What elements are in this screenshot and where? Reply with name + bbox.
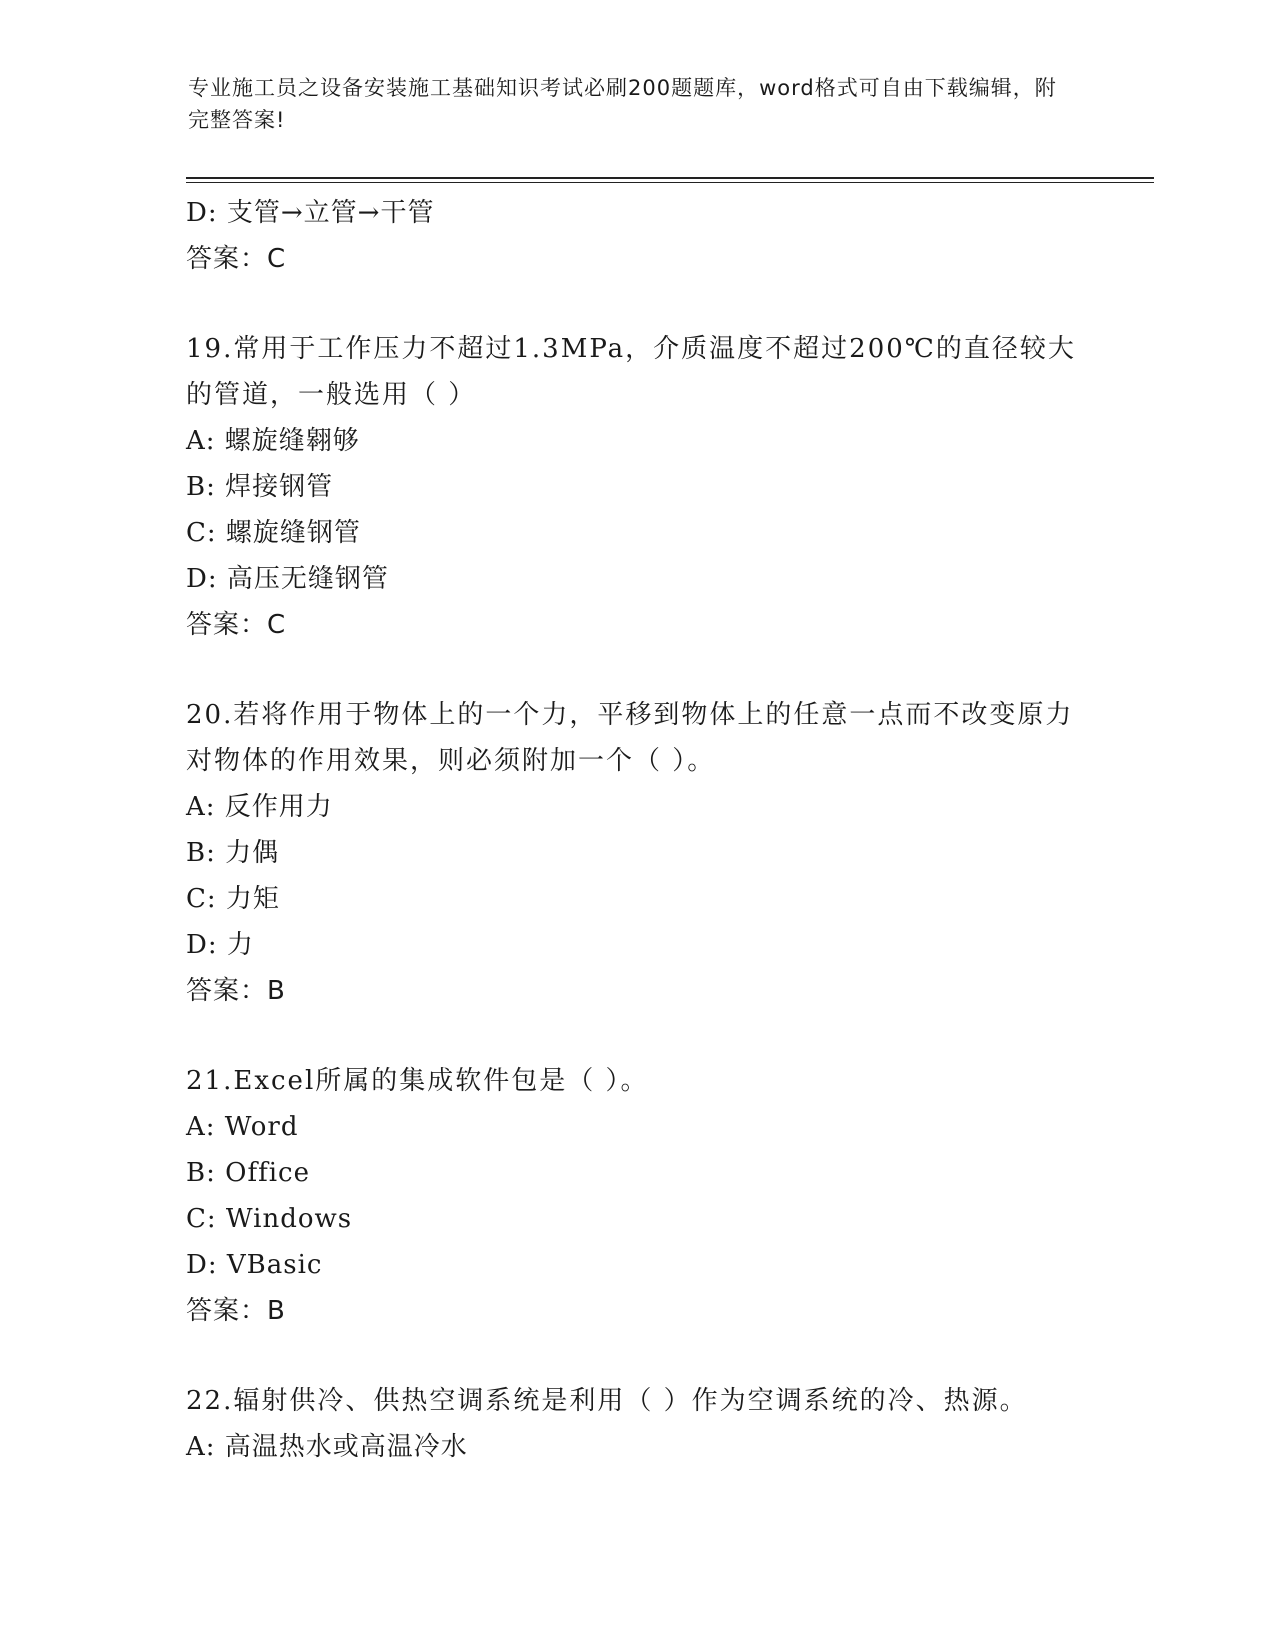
question-stem: 22.辐射供冷、供热空调系统是利用（ ）作为空调系统的冷、热源。	[186, 1386, 1028, 1416]
answer: 答案：B	[186, 976, 286, 1006]
question-list	[186, 190, 1086, 1470]
header-divider	[186, 177, 1154, 179]
answer: 答案：C	[186, 244, 287, 274]
question-19	[186, 326, 1086, 648]
header-divider-thin	[186, 182, 1154, 183]
option-c: C: Windows	[186, 1204, 353, 1234]
question-22	[186, 1378, 1086, 1470]
option-a: A: 高温热水或高温冷水	[186, 1432, 468, 1462]
question-stem: 19.常用于工作压力不超过1.3MPa，介质温度不超过200℃的直径较大的管道，一般选用（ ）	[186, 334, 1076, 410]
option-a: A: 反作用力	[186, 792, 333, 822]
option-c: C: 螺旋缝钢管	[186, 518, 361, 548]
answer: 答案：B	[186, 1296, 286, 1326]
option-a: A: Word	[186, 1112, 299, 1142]
option-d: D: 高压无缝钢管	[186, 564, 389, 594]
question-stem: 20.若将作用于物体上的一个力，平移到物体上的任意一点而不改变原力对物体的作用效果，则必须附加一个（ ）。	[186, 700, 1074, 776]
option-d: D: VBasic	[186, 1250, 323, 1280]
option-b: B: 力偶	[186, 838, 280, 868]
question-stem: 21.Excel所属的集成软件包是（ ）。	[186, 1066, 649, 1096]
question-20	[186, 692, 1086, 1014]
option-d: D: 支管→立管→干管	[186, 198, 435, 228]
option-c: C: 力矩	[186, 884, 280, 914]
option-b: B: 焊接钢管	[186, 472, 334, 502]
option-d: D: 力	[186, 930, 254, 960]
answer: 答案：C	[186, 610, 287, 640]
option-b: B: Office	[186, 1158, 310, 1188]
page-header: 专业施工员之设备安装施工基础知识考试必刷200题题库，word格式可自由下载编辑，附完整答案!	[188, 76, 1057, 132]
option-a: A: 螺旋缝翱够	[186, 426, 360, 456]
question-21	[186, 1058, 1086, 1334]
